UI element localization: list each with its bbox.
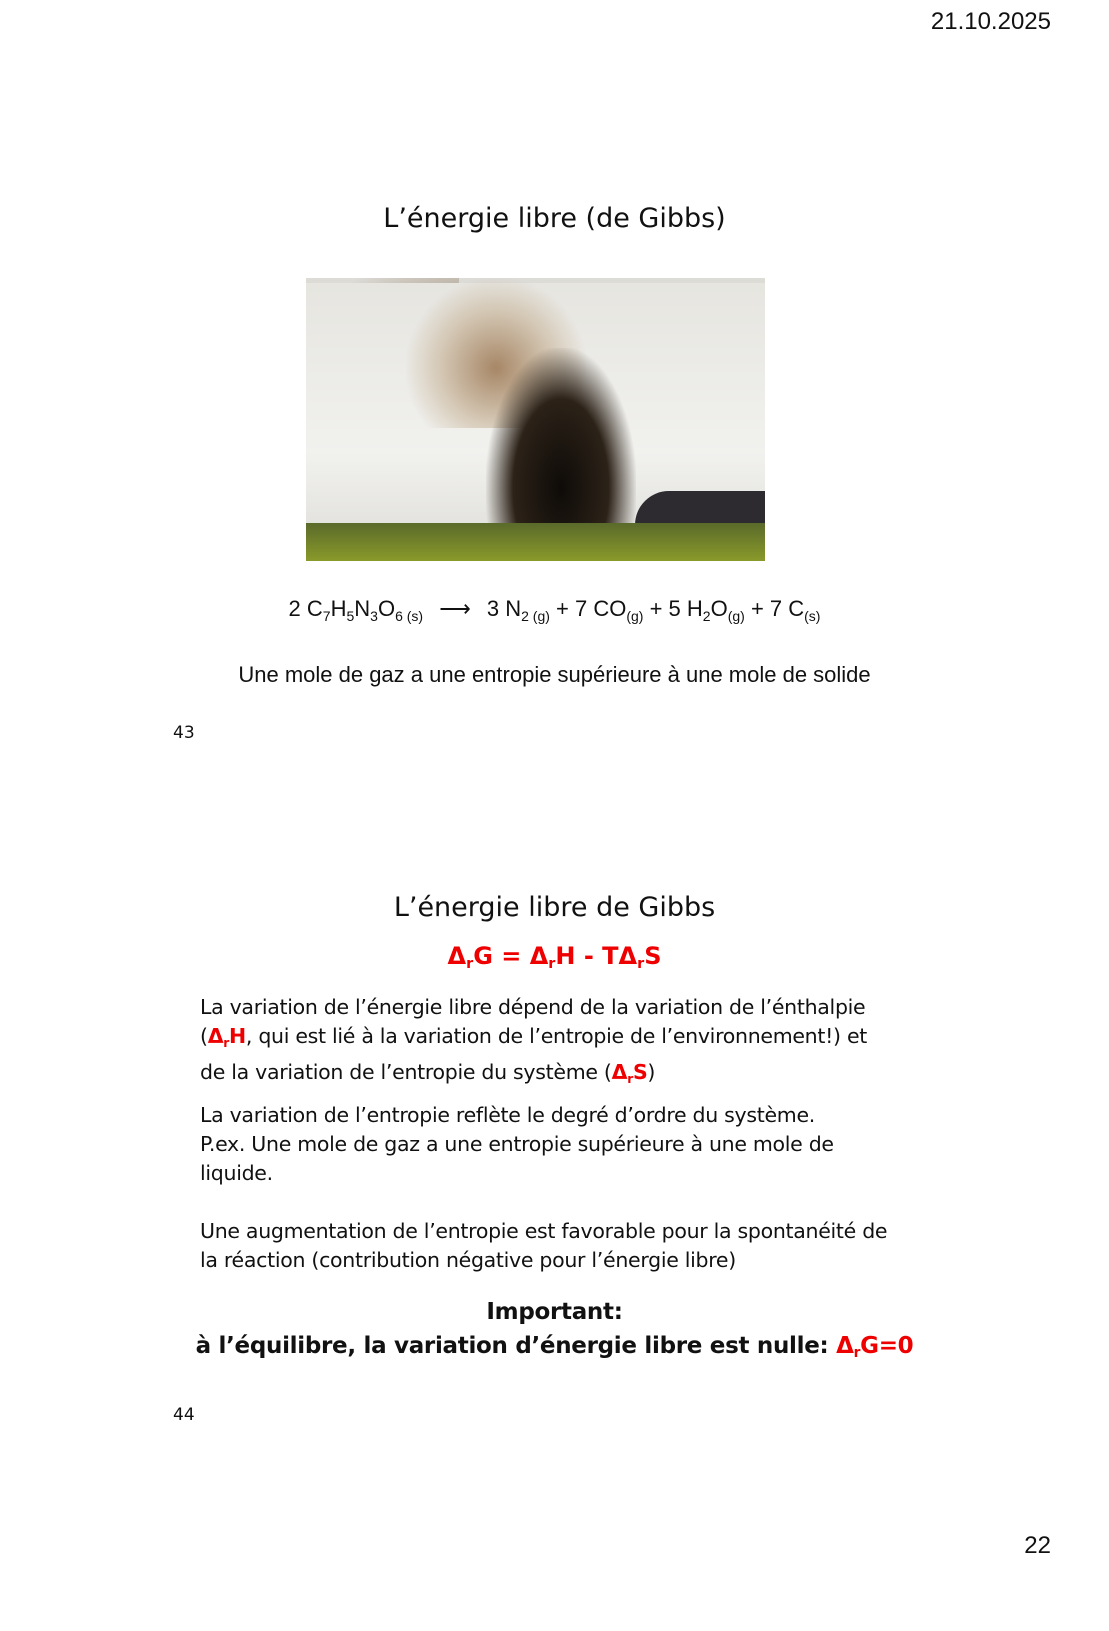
slide-43-title: L’énergie libre (de Gibbs): [383, 203, 726, 234]
gibbs-formula: $\Delta_rG = \Delta_rH - T\Delta_rS$: [447, 942, 662, 972]
entropy-statement: Une mole de gaz a une entropie supérieure à une mole de solide: [238, 662, 871, 687]
page-number: 22: [1024, 1532, 1051, 1559]
slide-number-43: 43: [173, 723, 195, 743]
slide-number-44: 44: [173, 1405, 195, 1425]
reaction-arrow-icon: ⟶: [439, 596, 471, 621]
explosion-image: [306, 278, 765, 561]
important-label: Important:: [486, 1299, 623, 1325]
paragraph-entropy-order: La variation de l’entropie reflète le degré d’ordre du système. P.ex. Une mole de gaz a une entropie supérieure à une mole de liquide.: [200, 1103, 834, 1185]
paragraph-entropy-favorable: Une augmentation de l’entropie est favorable pour la spontanéité de la réaction (contribution négative pour l’énergie libre): [200, 1219, 888, 1272]
important-statement: à l’équilibre, la variation d’énergie libre est nulle: $\Delta_rG=0$: [195, 1333, 914, 1361]
print-date: 21.10.2025: [930, 8, 1051, 35]
slide-44-title: L’énergie libre de Gibbs: [393, 892, 716, 923]
reaction-equation: 2 $C_7H_5N_3O_{6 (s)}$ ⟶ 3 $N_{2 (g)} + 7$ $CO_{(g)} + 5$ $H_2O_{(g)} + 7$ $C_{(s)}$: [288, 596, 821, 624]
paragraph-gibbs-dependence: La variation de l’énergie libre dépend de la variation de l’énthalpie ($\Delta_rH$, qui est lié à la variation de l’entropie de l’environnement!) et de la variation de l’entropie du système $(\Delta_rS)$: [200, 995, 867, 1086]
